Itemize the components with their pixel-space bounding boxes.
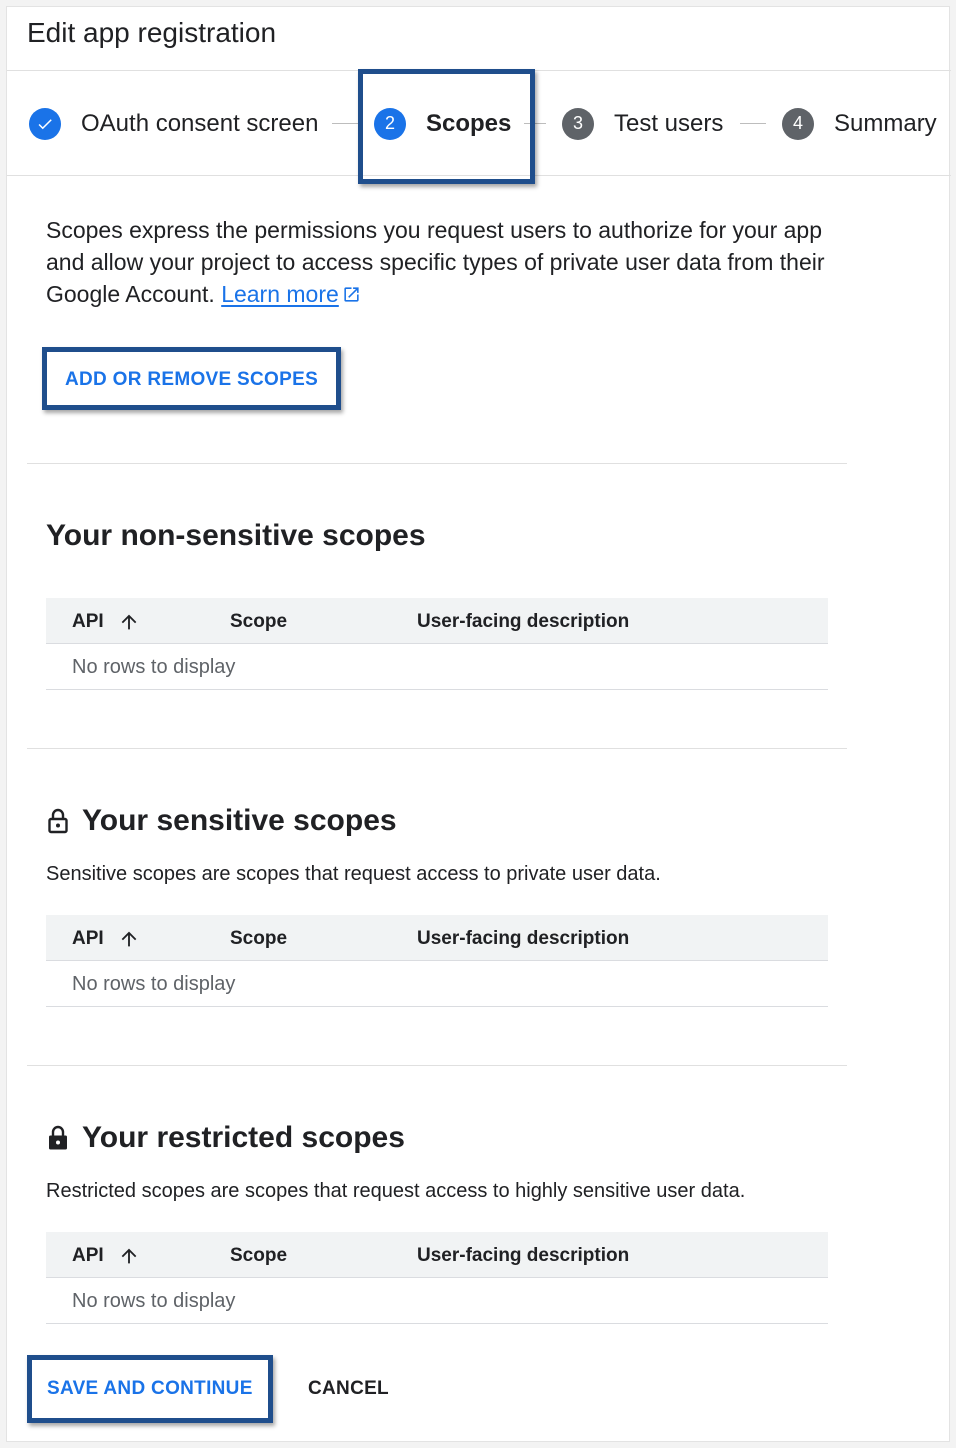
highlight-box-scopes-step: [358, 69, 535, 184]
save-and-continue-button[interactable]: SAVE AND CONTINUE: [47, 1378, 253, 1399]
step-label: OAuth consent screen: [81, 109, 319, 137]
restricted-scopes-table: [46, 1232, 828, 1324]
column-header-api[interactable]: API: [72, 1245, 140, 1267]
section-divider: [27, 463, 847, 464]
restricted-scopes-description: Restricted scopes are scopes that request access to highly sensitive user data.: [46, 1180, 746, 1202]
step-label: Summary: [834, 109, 937, 137]
column-header-scope[interactable]: Scope: [230, 928, 288, 949]
empty-row: [46, 1278, 828, 1324]
empty-message: No rows to display: [72, 973, 236, 995]
section-divider: [27, 1065, 847, 1066]
table-header: [46, 915, 828, 961]
page-header: [7, 7, 951, 71]
column-header-scope[interactable]: Scope: [230, 611, 288, 632]
cancel-button[interactable]: CANCEL: [308, 1378, 389, 1399]
empty-row: [46, 961, 828, 1007]
external-link-icon: [342, 280, 361, 312]
step-number: 4: [782, 108, 814, 140]
step-label: Test users: [614, 109, 724, 137]
lock-icon: [46, 1124, 70, 1152]
step-number: 2: [374, 108, 406, 140]
step-test-users[interactable]: [562, 71, 723, 176]
step-summary[interactable]: [782, 71, 937, 176]
restricted-scopes-title: Your restricted scopes: [46, 1121, 405, 1155]
step-label: Scopes: [426, 109, 512, 137]
sensitive-scopes-table: [46, 915, 828, 1007]
sensitive-scopes-title: Your sensitive scopes: [46, 804, 397, 838]
column-header-api[interactable]: API: [72, 928, 140, 950]
step-connector: [740, 123, 766, 124]
step-number: 3: [562, 108, 594, 140]
empty-message: No rows to display: [72, 1290, 236, 1312]
sensitive-scopes-description: Sensitive scopes are scopes that request access to private user data.: [46, 863, 661, 885]
learn-more-link[interactable]: Learn more: [221, 281, 339, 307]
arrow-up-icon: [118, 611, 140, 633]
lock-open-icon: [46, 807, 70, 835]
empty-row: [46, 644, 828, 690]
table-header: [46, 1232, 828, 1278]
page-title: Edit app registration: [27, 17, 277, 48]
edit-app-registration-panel: [6, 6, 950, 1442]
column-header-scope[interactable]: Scope: [230, 1245, 288, 1266]
arrow-up-icon: [118, 928, 140, 950]
column-header-api[interactable]: API: [72, 611, 140, 633]
column-header-description[interactable]: User-facing description: [417, 928, 630, 949]
section-divider: [27, 748, 847, 749]
column-header-description[interactable]: User-facing description: [417, 1245, 630, 1266]
add-or-remove-scopes-button[interactable]: ADD OR REMOVE SCOPES: [65, 369, 319, 390]
intro-text: Scopes express the permissions you request users to authorize for your app and allow your project to access specific types of private user data from their Google Account.: [46, 217, 825, 307]
scopes-intro: [46, 214, 836, 312]
arrow-up-icon: [118, 1245, 140, 1267]
step-oauth-consent-screen[interactable]: [29, 71, 318, 176]
empty-message: No rows to display: [72, 656, 236, 678]
highlight-box-save-button: [27, 1355, 273, 1423]
column-header-description[interactable]: User-facing description: [417, 611, 630, 632]
non-sensitive-scopes-table: [46, 598, 828, 690]
non-sensitive-scopes-title: Your non-sensitive scopes: [46, 519, 426, 552]
highlight-box-add-scopes: [42, 347, 341, 410]
step-connector: [332, 123, 358, 124]
check-icon: [29, 108, 61, 140]
table-header: [46, 598, 828, 644]
